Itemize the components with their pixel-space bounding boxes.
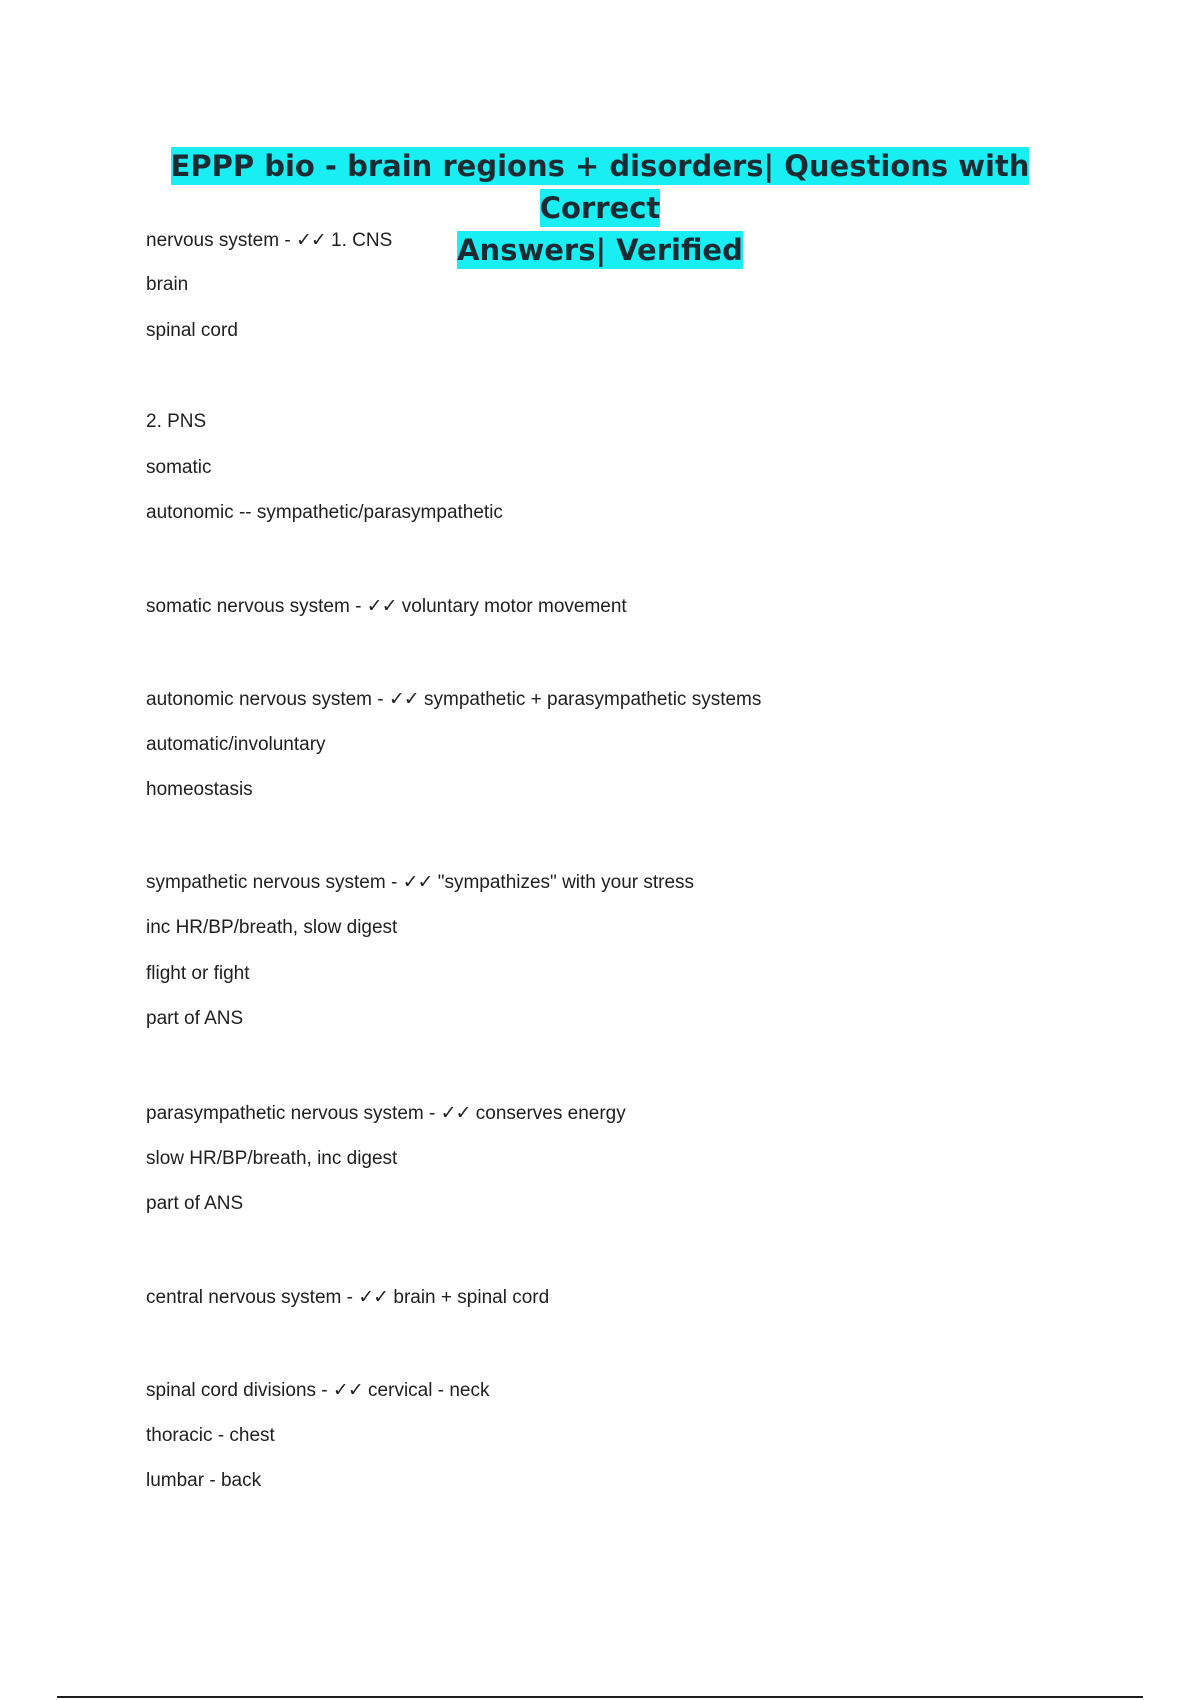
question-line	[146, 1285, 549, 1310]
answer-line: 2. PNS	[146, 411, 207, 432]
double-check-icon: ✓✓	[366, 595, 397, 617]
question-answer: 1. CNS	[325, 230, 393, 251]
double-check-icon: ✓✓	[402, 871, 433, 893]
question-answer: "sympathizes" with your stress	[432, 872, 695, 893]
question-line	[146, 870, 694, 895]
question-answer: brain + spinal cord	[388, 1287, 550, 1308]
question-term: sympathetic nervous system -	[146, 872, 403, 893]
answer-line: autonomic -- sympathetic/parasympathetic	[146, 502, 503, 523]
title-line-2: Answers| Verified	[457, 233, 743, 267]
question-term: somatic nervous system -	[146, 596, 367, 617]
footer-divider	[57, 1696, 1143, 1698]
question-line	[146, 594, 627, 619]
question-term: parasympathetic nervous system -	[146, 1103, 441, 1124]
question-answer: conserves energy	[470, 1103, 626, 1124]
question-answer: cervical - neck	[362, 1380, 490, 1401]
answer-line: somatic	[146, 457, 212, 478]
question-term: nervous system -	[146, 230, 296, 251]
answer-line: homeostasis	[146, 779, 253, 800]
question-line	[146, 1101, 626, 1126]
answer-line: slow HR/BP/breath, inc digest	[146, 1148, 398, 1169]
question-line	[146, 1378, 489, 1403]
answer-line: thoracic - chest	[146, 1425, 275, 1446]
double-check-icon: ✓✓	[388, 688, 419, 710]
title-line-1: EPPP bio - brain regions + disorders| Questions with Correct	[170, 149, 1030, 225]
answer-line: inc HR/BP/breath, slow digest	[146, 917, 398, 938]
double-check-icon: ✓✓	[358, 1286, 389, 1308]
double-check-icon: ✓✓	[295, 229, 326, 251]
question-line	[146, 687, 761, 712]
question-term: spinal cord divisions -	[146, 1380, 333, 1401]
question-line	[146, 228, 392, 253]
answer-line: part of ANS	[146, 1193, 244, 1214]
answer-line: flight or fight	[146, 963, 250, 984]
question-answer: sympathetic + parasympathetic systems	[418, 689, 762, 710]
answer-line: lumbar - back	[146, 1470, 262, 1491]
answer-line: automatic/involuntary	[146, 734, 326, 755]
question-term: central nervous system -	[146, 1287, 359, 1308]
answer-line: part of ANS	[146, 1008, 244, 1029]
double-check-icon: ✓✓	[440, 1102, 471, 1124]
question-term: autonomic nervous system -	[146, 689, 389, 710]
answer-line: brain	[146, 274, 189, 295]
question-answer: voluntary motor movement	[396, 596, 627, 617]
answer-line: spinal cord	[146, 320, 238, 341]
double-check-icon: ✓✓	[332, 1379, 363, 1401]
